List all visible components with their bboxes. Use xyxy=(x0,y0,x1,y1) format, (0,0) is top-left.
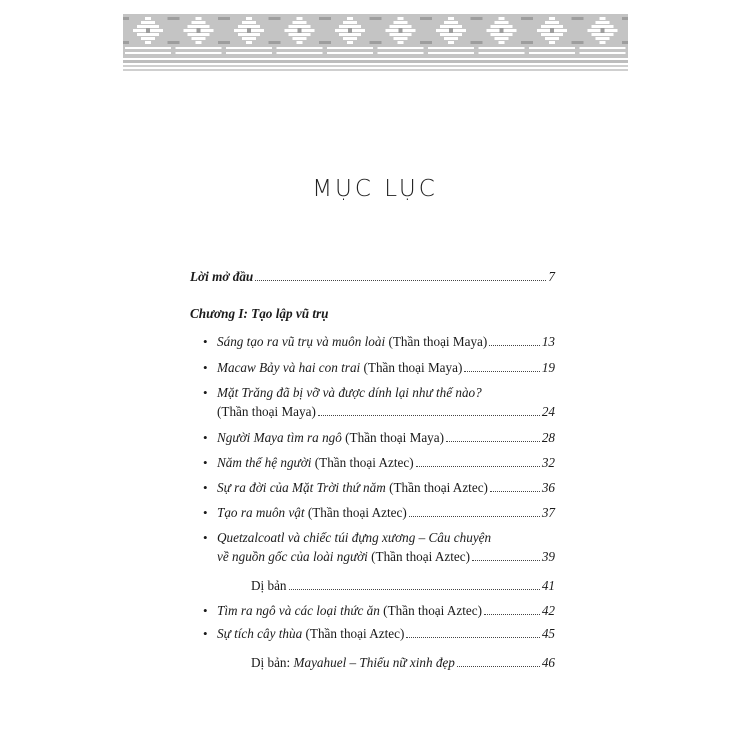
entry-source: (Thần thoại Maya) xyxy=(363,360,463,375)
entry-title: Tạo ra muôn vật xyxy=(217,505,305,520)
entry-title: Sự tích cây thùa xyxy=(217,626,303,641)
bullet-icon: • xyxy=(203,505,208,520)
toc-entry[interactable] xyxy=(217,360,555,376)
toc-entry[interactable] xyxy=(217,404,555,420)
entry-title: Người Maya tìm ra ngô xyxy=(217,430,342,445)
leader-dots xyxy=(318,415,540,416)
page-number: 19 xyxy=(541,360,555,375)
entry-title: Sự ra đời của Mặt Trời thứ năm xyxy=(217,480,386,495)
entry-title: Năm thế hệ người xyxy=(217,455,312,470)
entry-title: Lời mở đầu xyxy=(190,269,254,284)
page-number: 36 xyxy=(541,480,555,495)
entry-source: (Thần thoại Aztec) xyxy=(305,626,405,641)
entry-source: (Thần thoại Maya) xyxy=(388,334,488,349)
leader-dots xyxy=(472,560,540,561)
toc-entry[interactable] xyxy=(217,480,555,496)
page-number: 28 xyxy=(541,430,555,445)
toc-entry-preface[interactable] xyxy=(190,269,555,285)
page-number: 24 xyxy=(541,404,555,419)
entry-title: Quetzalcoatl và chiếc túi đựng xương – Câu chuyện xyxy=(217,530,492,545)
leader-dots xyxy=(416,466,540,467)
leader-dots xyxy=(289,589,540,590)
page-number: 13 xyxy=(541,334,555,349)
chapter-heading: Chương I: Tạo lập vũ trụ xyxy=(190,306,329,321)
leader-dots xyxy=(446,441,540,442)
leader-dots xyxy=(457,666,540,667)
entry-source: (Thần thoại Aztec) xyxy=(383,603,483,618)
entry-source: (Thần thoại Maya) xyxy=(345,430,445,445)
toc-entry[interactable] xyxy=(217,626,555,642)
toc-entry[interactable] xyxy=(217,455,555,471)
bullet-icon: • xyxy=(203,626,208,641)
bullet-icon: • xyxy=(203,480,208,495)
page-number: 42 xyxy=(541,603,555,618)
bullet-icon: • xyxy=(203,360,208,375)
entry-source: (Thần thoại Aztec) xyxy=(389,480,488,495)
leader-dots xyxy=(464,371,539,372)
entry-title: Mặt Trăng đã bị vỡ và được dính lại như thế nào? xyxy=(217,385,482,400)
bullet-icon: • xyxy=(203,530,208,545)
leader-dots xyxy=(406,637,539,638)
page-number: 46 xyxy=(541,655,555,670)
page-number: 32 xyxy=(541,455,555,470)
entry-title: Macaw Bảy và hai con trai xyxy=(217,360,361,375)
variant-title: Mayahuel – Thiếu nữ xinh đẹp xyxy=(293,655,455,670)
toc-entry[interactable] xyxy=(217,603,555,619)
toc-entry-variant[interactable] xyxy=(251,655,555,671)
bullet-icon: • xyxy=(203,603,208,618)
page-number: 39 xyxy=(541,549,555,564)
leader-dots xyxy=(255,280,546,281)
toc-entry[interactable] xyxy=(217,334,555,350)
page-number: 7 xyxy=(548,269,555,284)
variant-label: Dị bản xyxy=(251,578,287,593)
leader-dots xyxy=(484,614,540,615)
bullet-icon: • xyxy=(203,455,208,470)
page-number: 37 xyxy=(541,505,555,520)
bullet-icon: • xyxy=(203,334,208,349)
page-number: 45 xyxy=(541,626,555,641)
page-title: MỤC LỤC xyxy=(312,176,438,202)
leader-dots xyxy=(489,345,540,346)
toc-entry[interactable] xyxy=(217,549,555,565)
leader-dots xyxy=(490,491,540,492)
bullet-icon: • xyxy=(203,430,208,445)
page-number: 41 xyxy=(541,578,555,593)
bullet-icon: • xyxy=(203,385,208,400)
entry-source: (Thần thoại Aztec) xyxy=(307,505,407,520)
toc-entry[interactable] xyxy=(217,505,555,521)
entry-source: (Thần thoại Aztec) xyxy=(371,549,471,564)
entry-source: (Thần thoại Aztec) xyxy=(314,455,414,470)
toc-entry[interactable] xyxy=(217,430,555,446)
entry-title-continued: về nguồn gốc của loài người xyxy=(217,549,368,564)
entry-title: Tìm ra ngô và các loại thức ăn xyxy=(217,603,380,618)
entry-title: Sáng tạo ra vũ trụ và muôn loài xyxy=(217,334,386,349)
leader-dots xyxy=(409,516,540,517)
variant-label: Dị bản: xyxy=(251,655,291,670)
entry-source: (Thần thoại Maya) xyxy=(217,404,316,419)
toc-entry-variant[interactable] xyxy=(251,578,555,594)
